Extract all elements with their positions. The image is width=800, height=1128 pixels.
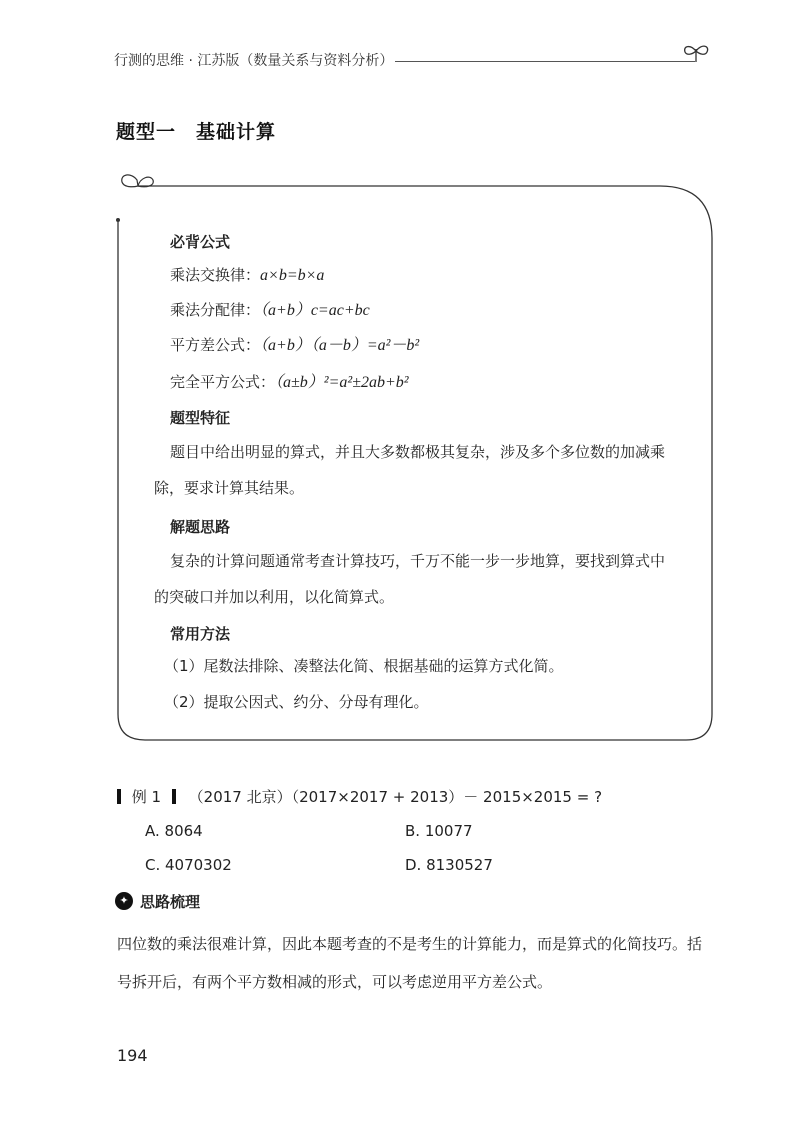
formula-expression: （a+b）c=ac+bc [260,302,370,319]
analysis-text: 四位数的乘法很难计算，因此本题考查的不是考生的计算能力，而是算式的化简技巧。括号拆开后，有两个平方数相减的形式，可以考虑逆用平方差公式。 [117,935,703,991]
formula-perfect-square [170,371,409,394]
example-question-text: （2017 北京）（2017×2017 + 2013）－ 2015×2015 = ? [188,788,603,806]
method-heading: 常用方法 [170,625,231,643]
method-item: （2）提取公因式、约分、分母有理化。 [164,693,429,711]
example-label: 例 1 [131,788,162,806]
lightbulb-icon: ✦ [115,892,133,910]
formula-label: 乘法分配律： [170,301,261,319]
formula-expression: （a±b）²=a²±2ab+b² [275,374,409,391]
approach-heading: 解题思路 [170,518,231,536]
formula-label: 平方差公式： [170,336,261,354]
page-number: 194 [117,1046,148,1065]
approach-text: 复杂的计算问题通常考查计算技巧，千万不能一步一步地算，要找到算式中的突破口并加以利用，以化简算式。 [154,552,666,606]
running-header: 行测的思维 · 江苏版（数量关系与资料分析） [114,53,394,69]
formula-difference-of-squares [170,334,419,357]
formula-expression: （a+b）（a－b）=a²－b² [260,337,420,354]
formula-label: 乘法交换律： [170,266,261,284]
option-d: D. 8130527 [405,856,493,874]
feature-text: 题目中给出明显的算式，并且大多数都极其复杂，涉及多个多位数的加减乘除，要求计算其结果。 [154,443,666,497]
method-item: （1）尾数法排除、凑整法化简、根据基础的运算方式化简。 [164,657,564,675]
formula-commutative [170,264,324,287]
formula-heading: 必背公式 [170,233,231,251]
section-title: 题型一 基础计算 [116,121,277,143]
formula-expression: a×b=b×a [260,267,325,284]
formula-label: 完全平方公式： [170,373,276,391]
option-b: B. 10077 [405,822,473,840]
bracket-bar-icon [172,789,176,804]
option-c: C. 4070302 [145,856,232,874]
option-a: A. 8064 [145,822,203,840]
small-sprout-icon [122,175,138,187]
bracket-bar-icon [117,789,121,804]
example-question [117,786,602,807]
feature-heading: 题型特征 [170,409,231,427]
formula-distributive [170,299,370,322]
analysis-title: 思路梳理 [140,893,201,911]
